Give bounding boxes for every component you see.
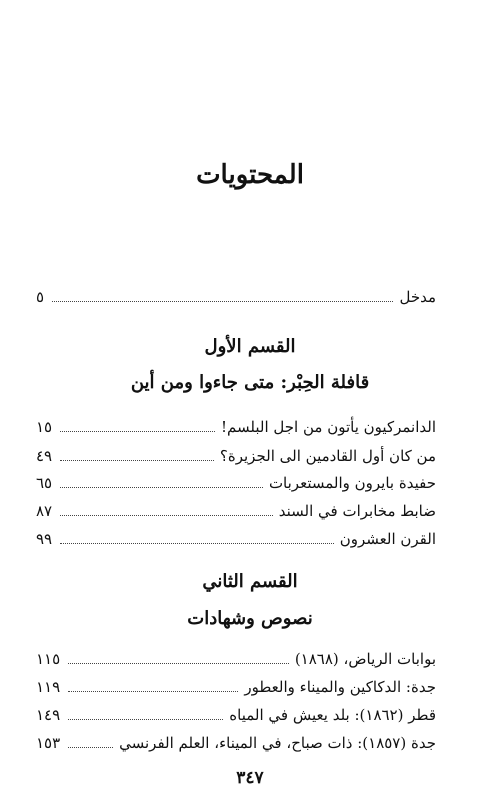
section-heading: القسم الأول [204, 336, 296, 357]
toc-entry [36, 650, 436, 674]
toc-entry-label: من كان أول القادمين الى الجزيرة؟ [219, 447, 436, 465]
leader-dots [60, 430, 215, 432]
toc-entry-label: جدة (١٨٥٧): ذات صباح، في الميناء، العلم الفرنسي [119, 734, 436, 752]
leader-dots [68, 690, 238, 692]
toc-entry-intro [36, 288, 436, 312]
toc-entry [36, 530, 436, 554]
page-title: المحتويات [196, 160, 304, 190]
toc-entry-label: مدخل [399, 288, 436, 306]
toc-entry [36, 502, 436, 526]
section-subheading: نصوص وشهادات [187, 608, 313, 629]
toc-entry [36, 447, 436, 471]
leader-dots [60, 459, 214, 461]
toc-entry [36, 734, 436, 758]
toc-entry-label: القرن العشرون [339, 530, 436, 548]
toc-entry-label: ضابط مخابرات في السند [278, 502, 436, 520]
toc-entry-page: ٩٩ [36, 530, 53, 548]
toc-entry-label: بوابات الرياض، (١٨٦٨) [294, 650, 436, 668]
toc-entry [36, 678, 436, 702]
toc-entry-label: قطر (١٨٦٢): بلد يعيش في المياه [229, 706, 436, 724]
leader-dots [68, 718, 223, 720]
leader-dots [60, 486, 263, 488]
toc-entry-page: ١١٥ [36, 650, 61, 668]
leader-dots [60, 542, 334, 544]
toc-entry-page: ٦٥ [36, 474, 53, 492]
section-subheading: قافلة الحِبْر: متى جاءوا ومن أين [130, 372, 370, 393]
toc-entry-page: ٤٩ [36, 447, 53, 465]
leader-dots [60, 514, 273, 516]
toc-entry-page: ٥ [36, 288, 45, 306]
toc-entry [36, 418, 436, 442]
toc-entry-label: جدة: الدكاكين والميناء والعطور [244, 678, 436, 696]
toc-entry [36, 706, 436, 730]
toc-entry-page: ١١٩ [36, 678, 61, 696]
toc-entry-page: ٨٧ [36, 502, 53, 520]
toc-entry-page: ١٤٩ [36, 706, 61, 724]
leader-dots [68, 746, 113, 748]
page-number: ٣٤٧ [236, 768, 264, 788]
toc-entry-label: حفيدة بايرون والمستعربات [268, 474, 436, 492]
leader-dots [52, 300, 393, 302]
leader-dots [68, 662, 289, 664]
toc-entry [36, 474, 436, 498]
section-heading: القسم الثاني [202, 571, 298, 592]
toc-entry-label: الدانمركيون يأتون من اجل البلسم! [221, 418, 436, 436]
toc-entry-page: ١٥٣ [36, 734, 61, 752]
toc-entry-page: ١٥ [36, 418, 53, 436]
